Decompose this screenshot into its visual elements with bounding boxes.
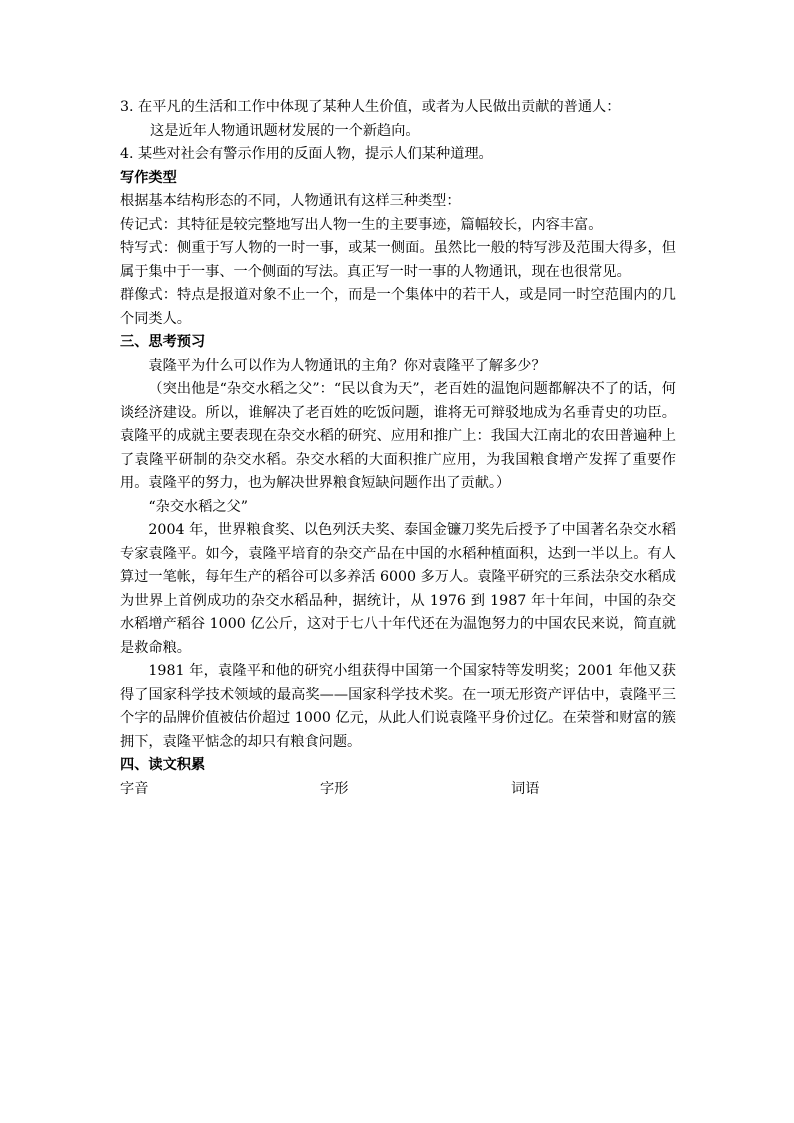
- preview-heading: 三、思考预习: [120, 334, 206, 350]
- writing-types-intro: 根据基本结构形态的不同，人物通讯有这样三种类型：: [120, 193, 461, 209]
- item-3-line1: 3. 在平凡的生活和工作中体现了某种人生价值，或者为人民做出贡献的普通人：: [120, 99, 621, 115]
- preview-question: 袁隆平为什么可以作为人物通讯的主角？你对袁隆平了解多少？: [148, 357, 546, 374]
- type-group: 群像式：特点是报道对象不止一个，而是一个集体中的若干人，或是同一时空范围内的几个同类人。: [120, 287, 676, 327]
- type-biography: 传记式：其特征是较完整地写出人物一生的主要事迹，篇幅较长，内容丰富。: [120, 216, 603, 233]
- item-3-continued: 这是近年人物通讯题材发展的一个新趋向。: [150, 122, 420, 139]
- document-body: [120, 96, 676, 801]
- column-pronunciation: 字音: [120, 780, 149, 797]
- item-4: 4. 某些对社会有警示作用的反面人物，提示人们某种道理。: [120, 146, 493, 162]
- reading-columns: [120, 778, 676, 802]
- article-paragraph-1: 2004 年，世界粮食奖、以色列沃夫奖、泰国金镰刀奖先后授予了中国著名杂交水稻专家袁隆平。如今，袁隆平培育的杂交产品在中国的水稻种植面积，达到一半以上。有人算过一笔帐，每年生产的稻谷可以多养活 6000 多万人。袁隆平研究的三系法杂交水稻成为世界上首例成功的杂交水稻品种，据统计，从 1976 到 1987 年十年间，中国的杂交水稻增产稻谷 1000 亿公斤，这对于七八十年代还在为温饱努力的中国农民来说，简直就是救命粮。: [120, 522, 676, 656]
- preview-answer: （突出他是“杂交水稻之父”：“民以食为天”，老百姓的温饱问题都解决不了的话，何谈经济建设。所以，谁解决了老百姓的吃饭问题，谁将无可辩驳地成为名垂青史的功臣。袁隆平的成就主要表现在杂交水稻的研究、应用和推广上：我国大江南北的农田普遍种上了袁隆平研制的杂交水稻。杂交水稻的大面积推广应用，为我国粮食增产发挥了重要作用。袁隆平的努力，也为解决世界粮食短缺问题作出了贡献。）: [120, 381, 676, 491]
- reading-heading: 四、读文积累: [120, 757, 206, 773]
- item-3: [120, 96, 676, 120]
- article-subtitle: “杂交水稻之父”: [148, 498, 249, 515]
- type-feature: 特写式：侧重于写人物的一时一事，或某一侧面。虽然比一般的特写涉及范围大得多，但属于集中于一事、一个侧面的写法。真正写一时一事的人物通讯，现在也很常见。: [120, 240, 676, 280]
- article-paragraph-2: 1981 年，袁隆平和他的研究小组获得中国第一个国家特等发明奖；2001 年他又获得了国家科学技术领域的最高奖——国家科学技术奖。在一项无形资产评估中，袁隆平三个字的品牌价值被估价超过 1000 亿元，从此人们说袁隆平身价过亿。在荣誉和财富的簇拥下，袁隆平惦念的却只有粮食问题。: [120, 663, 676, 750]
- writing-types-heading: 写作类型: [120, 169, 177, 186]
- column-vocabulary: 词语: [511, 780, 540, 797]
- column-character-form: 字形: [320, 780, 349, 797]
